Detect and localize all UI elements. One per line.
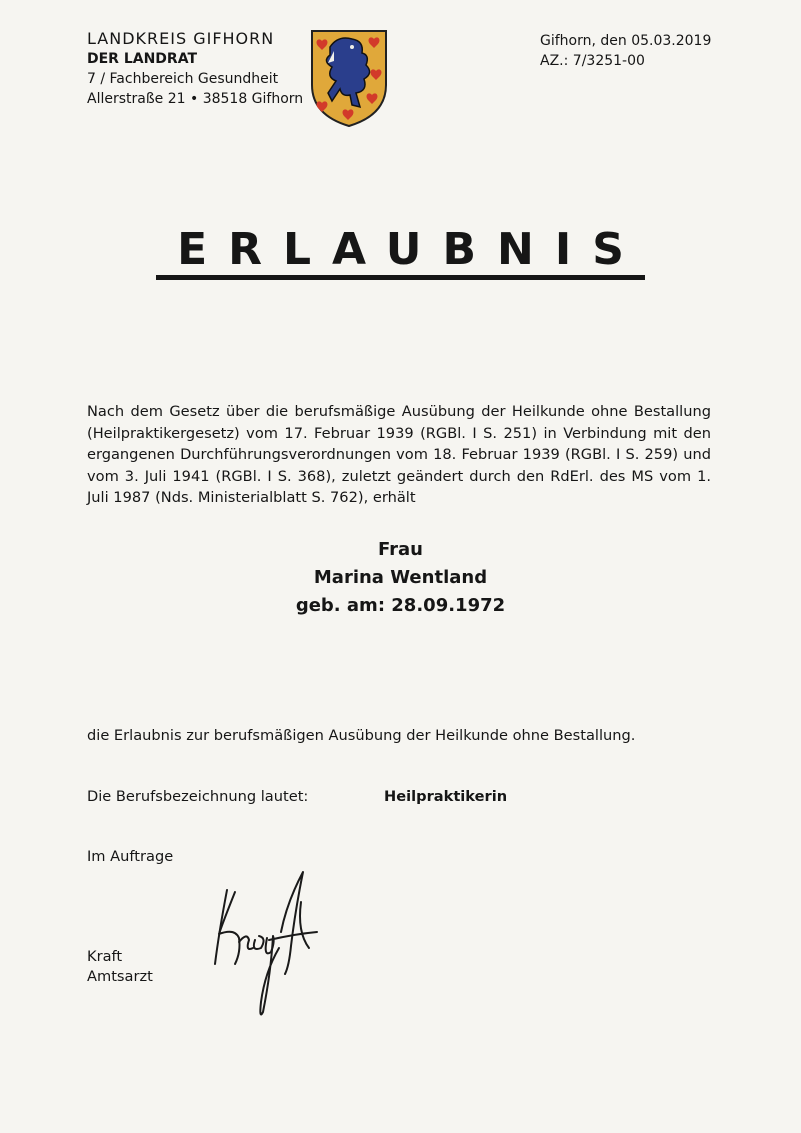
recipient-birthdate: geb. am: 28.09.1972 — [295, 595, 506, 616]
grant-statement: die Erlaubnis zur berufsmäßigen Ausübung der Heilkunde ohne Bestallung. — [87, 727, 636, 744]
sender-organization: LANDKREIS GIFHORN — [87, 29, 275, 48]
signature-icon — [205, 862, 330, 1022]
reference-number: AZ.: 7/3251-00 — [540, 53, 645, 69]
meta-block — [540, 31, 711, 71]
sender-address: Allerstraße 21 • 38518 Gifhorn — [87, 91, 304, 107]
sender-head: DER LANDRAT — [87, 51, 198, 67]
sender-department: 7 / Fachbereich Gesundheit — [87, 71, 279, 87]
legal-basis-paragraph: Nach dem Gesetz über die berufsmäßige Ausübung der Heilkunde ohne Bestallung (Heilpraktikergesetz) vom 17. Februar 1939 (RGBl. I S. 251) in Verbindung mit den ergangenen Durchführungsverordnungen vom 18. Februar 1939 (RGBl. I S. 259) und vom 3. Juli 1941 (RGBl. I S. 368), zuletzt geändert durch den RdErl. des MS vom 1. Juli 1987 (Nds. Ministerialblatt S. 762), erhält — [87, 403, 711, 506]
coat-of-arms-icon — [308, 27, 390, 129]
signer-block — [87, 947, 153, 987]
recipient-salutation: Frau — [378, 539, 423, 560]
on-behalf-note: Im Auftrage — [87, 848, 174, 865]
document-title — [0, 222, 801, 278]
profession-value: Heilpraktikerin — [384, 788, 508, 805]
sender-block — [87, 29, 303, 109]
profession-label: Die Berufsbezeichnung lautet: — [87, 788, 309, 805]
signer-name: Kraft — [87, 948, 123, 965]
place-date: Gifhorn, den 05.03.2019 — [540, 33, 712, 49]
recipient-name: Marina Wentland — [313, 567, 488, 588]
signer-title: Amtsarzt — [87, 968, 153, 985]
title-text: ERLAUBNIS — [156, 224, 645, 280]
recipient-block — [0, 536, 801, 620]
